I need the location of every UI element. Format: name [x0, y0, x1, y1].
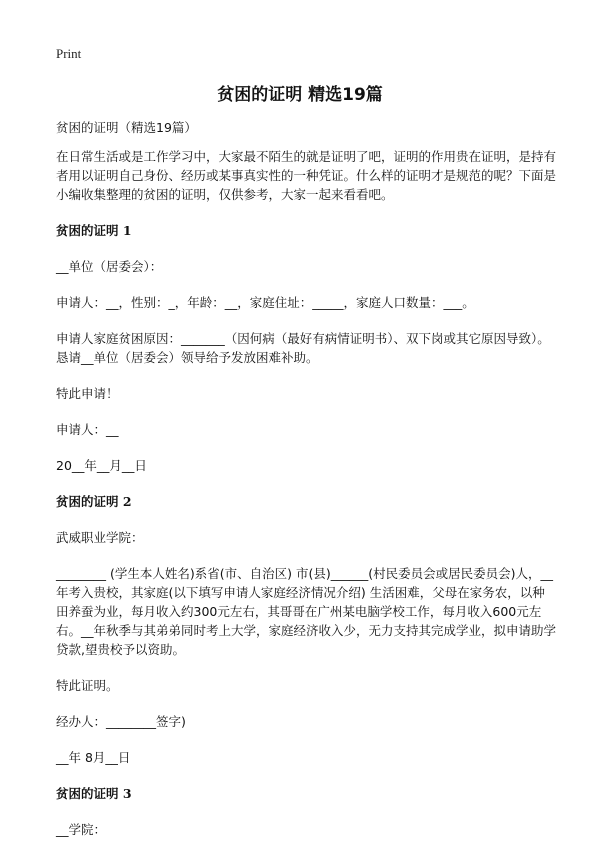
body-paragraph: ________ (学生本人姓名)系省(市、自治区) 市(县)______(村民委员会或居民委员会)人，__年考入贵校，其家庭(以下填写申请人家庭经济情况介绍) 生活困难，父母在家务农，以种田养蚕为业，每月收入约300元左右，其哥哥在广州某电脑学校工作，每月收入600元左右。__年秋季与其弟弟同时考上大学，家庭经济收入少，无力支持其完成学业，拟申请助学贷款,望贵校予以资助。	[56, 566, 557, 657]
addressee-line: __单位（居委会）：	[56, 259, 163, 274]
section-heading: 贫困的证明 2	[56, 494, 132, 509]
document-title: 贫困的证明 精选19篇	[217, 85, 383, 105]
document-body	[56, 118, 556, 856]
addressee-line: 武威职业学院：	[56, 530, 144, 545]
print-link[interactable]: Print	[56, 46, 82, 61]
applicant-info-line: 申请人：__，性别：_，年龄：__，家庭住址：_____，家庭人口数量：___。	[56, 295, 475, 310]
closing-line: 特此证明。	[56, 678, 119, 693]
document-subtitle: 贫困的证明（精选19篇）	[56, 120, 197, 135]
date-line: __年 8月__日	[56, 750, 131, 765]
addressee-line: __学院：	[56, 822, 107, 837]
closing-line: 特此申请！	[56, 386, 119, 401]
section-heading: 贫困的证明 3	[56, 786, 132, 801]
intro-paragraph: 在日常生活或是工作学习中，大家最不陌生的就是证明了吧，证明的作用贵在证明，是持有者用以证明自己身份、经历或某事真实性的一种凭证。什么样的证明才是规范的呢？下面是小编收集整理的贫困的证明，仅供参考，大家一起来看看吧。	[56, 149, 557, 202]
signature-line: 经办人：________签字)	[56, 714, 186, 729]
date-line: 20__年__月__日	[56, 458, 147, 473]
signature-line: 申请人：__	[56, 422, 119, 437]
section-heading: 贫困的证明 1	[56, 223, 132, 238]
reason-paragraph: 申请人家庭贫困原因：_______（因何病（最好有病情证明书）、双下岗或其它原因导致）。恳请__单位（居委会）领导给予发放困难补助。	[56, 331, 550, 365]
